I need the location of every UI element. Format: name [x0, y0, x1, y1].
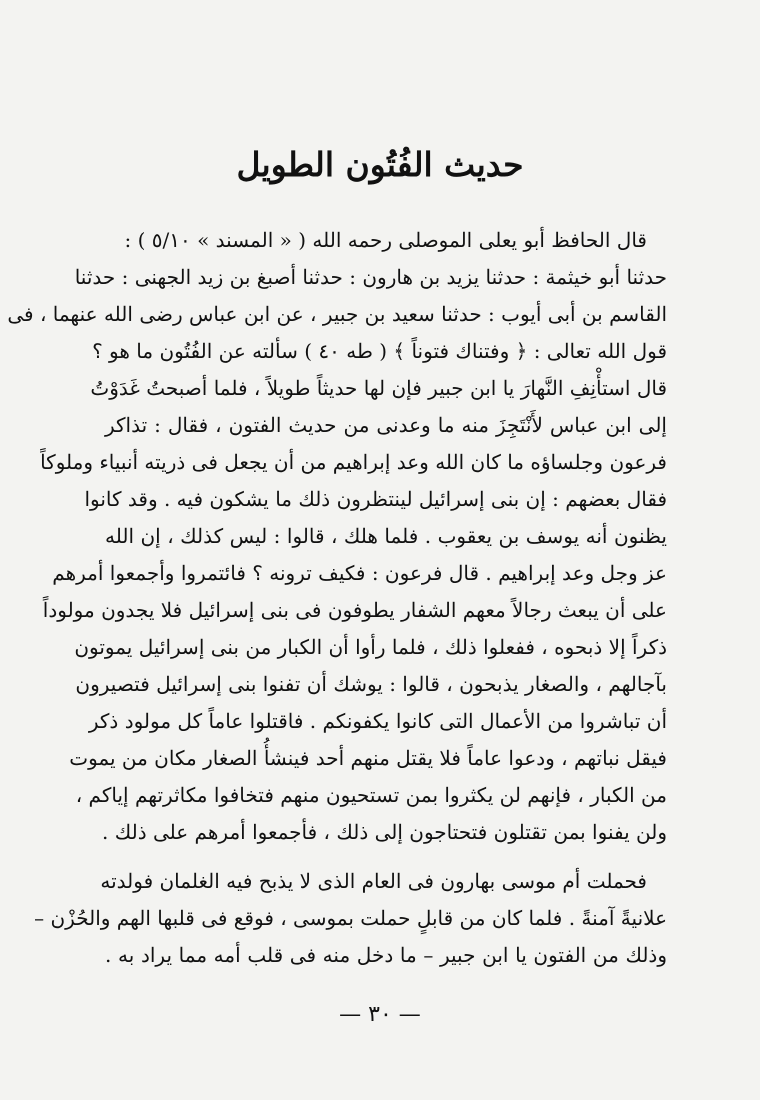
text-line: قول الله تعالى : ﴿ وفتناك فتوناً ﴾ ( طه ٤٠ ) سألته عن الفُتُون ما هو ؟ [92, 339, 667, 363]
text-line: حدثنا أبو خيثمة : حدثنا يزيد بن هارون : حدثنا أصبغ بن زيد الجهنى : حدثنا [74, 265, 667, 289]
text-line: فرعون وجلساؤه ما كان الله وعد إبراهيم من أن يجعل فى ذريته أنبياء وملوكاً [40, 450, 667, 474]
text-line: عز وجل وعد إبراهيم . قال فرعون : فكيف ترونه ؟ فائتمروا وأجمعوا أمرهم [52, 561, 667, 585]
text-line: القاسم بن أبى أيوب : حدثنا سعيد بن جبير ، عن ابن عباس رضى الله عنهما ، فى [7, 302, 667, 326]
text-line: فحملت أم موسى بهارون فى العام الذى لا يذبح فيه الغلمان فولدته [100, 869, 647, 893]
text-line: فيقل نباتهم ، ودعوا عاماً فلا يقتل منهم أحد فينشأُ الصغار مكان من يموت [69, 746, 667, 770]
text-line: قال الحافظ أبو يعلى الموصلى رحمه الله ( « المسند » ٥/١٠ ) : [124, 228, 647, 252]
text-line: علانيةً آمنةً . فلما كان من قابلٍ حملت بموسى ، فوقع فى قلبها الهم والحُزْن – [34, 906, 667, 930]
text-line: إلى ابن عباس لأَنْتَجِزَ منه ما وعدنى من حديث الفتون ، فقال : تذاكر [105, 413, 667, 437]
text-line: ذكراً إلا ذبحوه ، ففعلوا ذلك ، فلما رأوا أن الكبار من بنى إسرائيل يموتون [74, 635, 667, 659]
text-line: ولن يفنوا بمن تقتلون فتحتاجون إلى ذلك ، فأجمعوا أمرهم على ذلك . [102, 820, 667, 844]
chapter-title: حديث الفُتُون الطويل [236, 145, 524, 184]
page-number: — ٣٠ — [339, 1002, 421, 1027]
text-line: يظنون أنه يوسف بن يعقوب . فلما هلك ، قالوا : ليس كذلك ، إن الله [105, 524, 667, 548]
text-line: قال استأْنِفِ النَّهارَ يا ابن جبير فإن لها حديثاً طويلاً ، فلما أصبحتُ غَدَوْتُ [90, 376, 667, 400]
text-line: من الكبار ، فإنهم لن يكثروا بمن تستحيون منهم فتخافوا مكاثرتهم إياكم ، [75, 783, 667, 807]
text-line: أن تباشروا من الأعمال التى كانوا يكفونكم . فاقتلوا عاماً كل مولود ذكر [88, 709, 667, 733]
text-line: فقال بعضهم : إن بنى إسرائيل لينتظرون ذلك ما يشكون فيه . وقد كانوا [84, 487, 667, 511]
text-line: على أن يبعث رجالاً معهم الشفار يطوفون فى بنى إسرائيل فلا يجدون مولوداً [42, 598, 667, 622]
text-line: وذلك من الفتون يا ابن جبير – ما دخل منه فى قلب أمه مما يراد به . [105, 943, 667, 967]
text-line: بآجالهم ، والصغار يذبحون ، قالوا : يوشك أن تفنوا بنى إسرائيل فتصيرون [75, 672, 667, 696]
paragraph-gap [105, 851, 667, 863]
body-text [7, 222, 667, 974]
